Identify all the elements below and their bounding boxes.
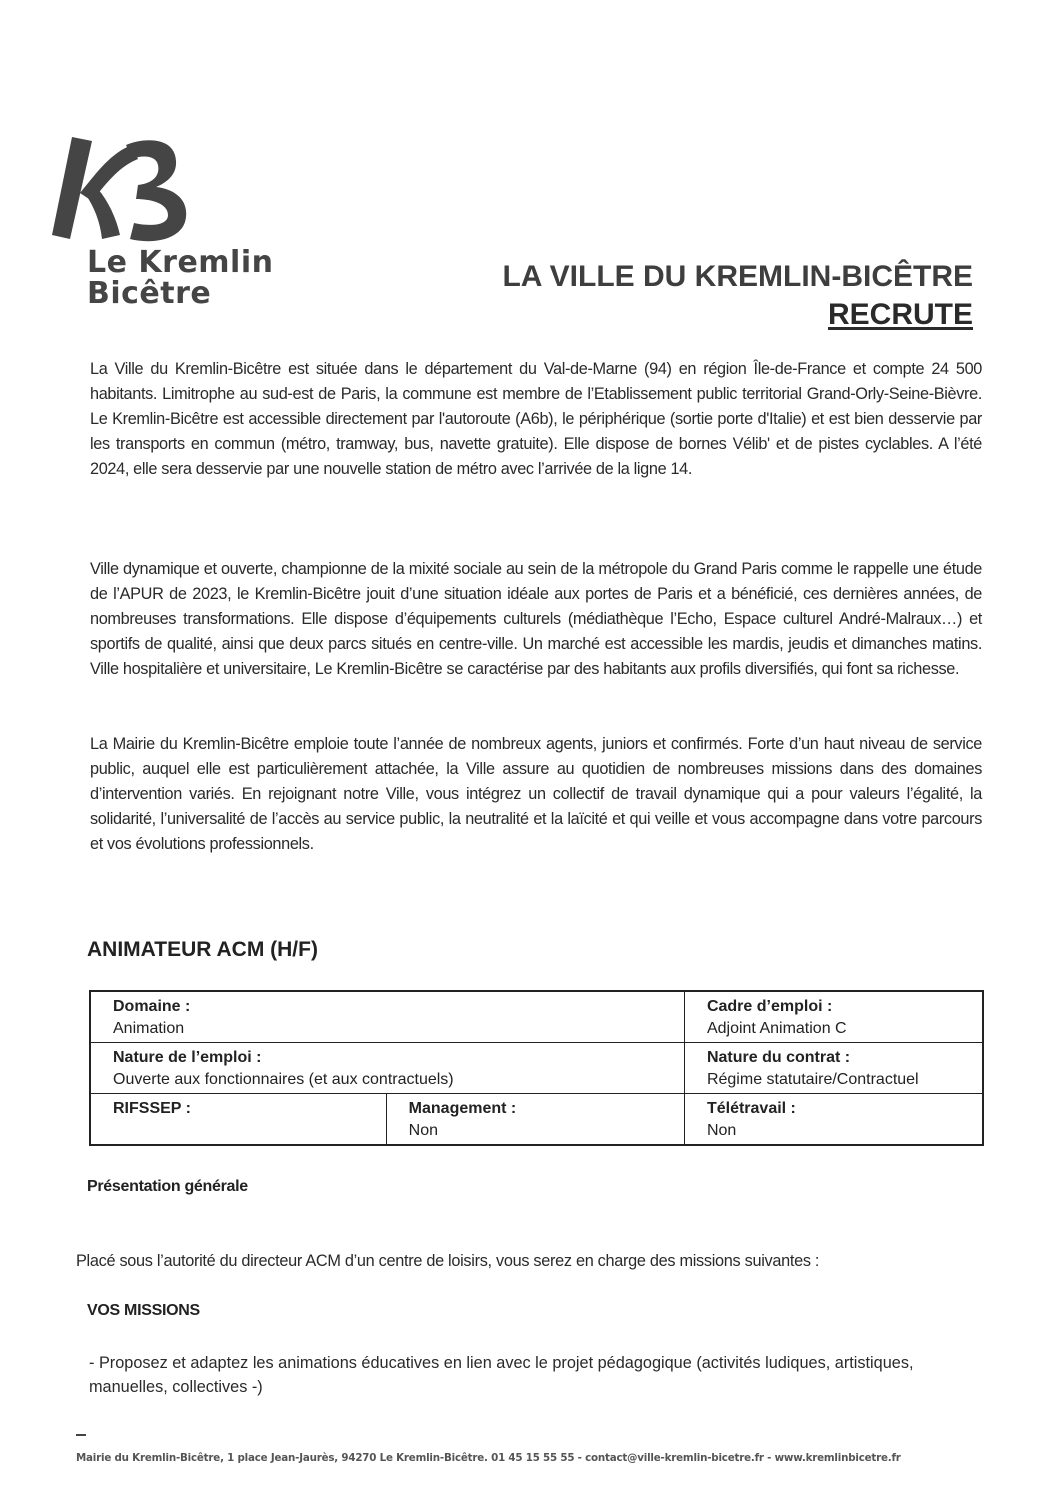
title-line-1: LA VILLE DU KREMLIN-BICÊTRE	[502, 260, 973, 293]
footer-divider	[76, 1434, 86, 1436]
table-row	[90, 1094, 983, 1146]
logo-wordmark	[87, 247, 273, 309]
management-value: Non	[408, 1122, 439, 1139]
kb-monogram-icon	[50, 135, 200, 245]
city-logo	[50, 135, 280, 320]
missions-heading: VOS MISSIONS	[87, 1302, 200, 1319]
domaine-value: Animation	[113, 1020, 185, 1037]
domaine-cell	[90, 991, 684, 1043]
job-info-table	[89, 990, 984, 1146]
nature-contrat-label: Nature du contrat :	[706, 1049, 851, 1066]
teletravail-label: Télétravail :	[706, 1100, 796, 1117]
mission-item: - Proposez et adaptez les animations éducatives en lien avec le projet pédagogique (activités ludiques, artistiques, manuelles, collectives -)	[89, 1354, 914, 1396]
job-title: ANIMATEUR ACM (H/F)	[87, 938, 318, 961]
intro-paragraph-1: La Ville du Kremlin-Bicêtre est située dans le département du Val-de-Marne (94) en région Île-de-France et compte 24 500 habitants. Limitrophe au sud-est de Paris, la commune est membre de l’Etablissement public territorial Grand-Orly-Seine-Bièvre. Le Kremlin-Bicêtre est accessible directement par l'autoroute (A6b), le périphérique (sortie porte d'Italie) et est bien desservie par les transports en commun (métro, tramway, bus, navette gratuite). Elle dispose de bornes Vélib' et de pistes cyclables. A l’été 2024, elle sera desservie par une nouvelle station de métro avec l’arrivée de la ligne 14.	[90, 360, 982, 478]
cadre-value: Adjoint Animation C	[706, 1020, 847, 1037]
management-cell	[386, 1094, 684, 1146]
nature-contrat-cell	[684, 1043, 983, 1094]
rifseep-label: RIFSSEP :	[113, 1100, 191, 1117]
nature-contrat-value: Régime statutaire/Contractuel	[706, 1071, 919, 1088]
domaine-label: Domaine :	[113, 998, 191, 1015]
logo-line-2: Bicêtre	[87, 276, 212, 311]
table-row	[90, 991, 983, 1043]
presentation-intro: Placé sous l’autorité du directeur ACM d’un centre de loisirs, vous serez en charge des missions suivantes :	[76, 1252, 820, 1270]
cadre-cell	[684, 991, 983, 1043]
teletravail-cell	[684, 1094, 983, 1146]
title-line-2: RECRUTE	[827, 298, 973, 331]
cadre-label: Cadre d’emploi :	[706, 998, 833, 1015]
intro-paragraph-2: Ville dynamique et ouverte, championne de la mixité sociale au sein de la métropole du Grand Paris comme le rappelle une étude de l’APUR de 2023, le Kremlin-Bicêtre jouit d’une situation idéale aux portes de Paris et a bénéficié, ces dernières années, de nombreuses transformations. Elle dispose d’équipements culturels (médiathèque l’Echo, Espace culturel André-Malraux…) et sportifs de qualité, ainsi que deux parcs situés en centre-ville. Un marché est accessible les mardis, jeudis et dimanches matins. Ville hospitalière et universitaire, Le Kremlin-Bicêtre se caractérise par des habitants aux profils diversifiés, qui font sa richesse.	[90, 560, 982, 678]
page-title	[502, 258, 973, 334]
rifseep-cell	[90, 1094, 386, 1146]
nature-emploi-value: Ouverte aux fonctionnaires (et aux contractuels)	[113, 1071, 454, 1088]
logo-line-1: Le Kremlin	[87, 245, 274, 280]
rifseep-value	[113, 1120, 376, 1142]
presentation-heading: Présentation générale	[87, 1178, 248, 1195]
teletravail-value: Non	[706, 1122, 737, 1139]
footer-contact: Mairie du Kremlin-Bicêtre, 1 place Jean-Jaurès, 94270 Le Kremlin-Bicêtre. 01 45 15 55 55 - contact@ville-kremlin-bicetre.fr - www.kremlinbicetre.fr	[76, 1452, 901, 1464]
management-label: Management :	[408, 1100, 517, 1117]
nature-emploi-label: Nature de l’emploi :	[113, 1049, 262, 1066]
nature-emploi-cell	[90, 1043, 684, 1094]
intro-paragraph-3: La Mairie du Kremlin-Bicêtre emploie toute l’année de nombreux agents, juniors et confirmés. Forte d’un haut niveau de service public, auquel elle est particulièrement attachée, la Ville assure au quotidien de nombreuses missions dans des domaines d’intervention variés. En rejoignant notre Ville, vous intégrez un collectif de travail dynamique qui a pour valeurs l’égalité, la solidarité, l’universalité de l’accès au service public, la neutralité et la laïcité et qui veille et vous accompagne dans votre parcours et vos évolutions professionnels.	[90, 735, 982, 853]
table-row	[90, 1043, 983, 1094]
